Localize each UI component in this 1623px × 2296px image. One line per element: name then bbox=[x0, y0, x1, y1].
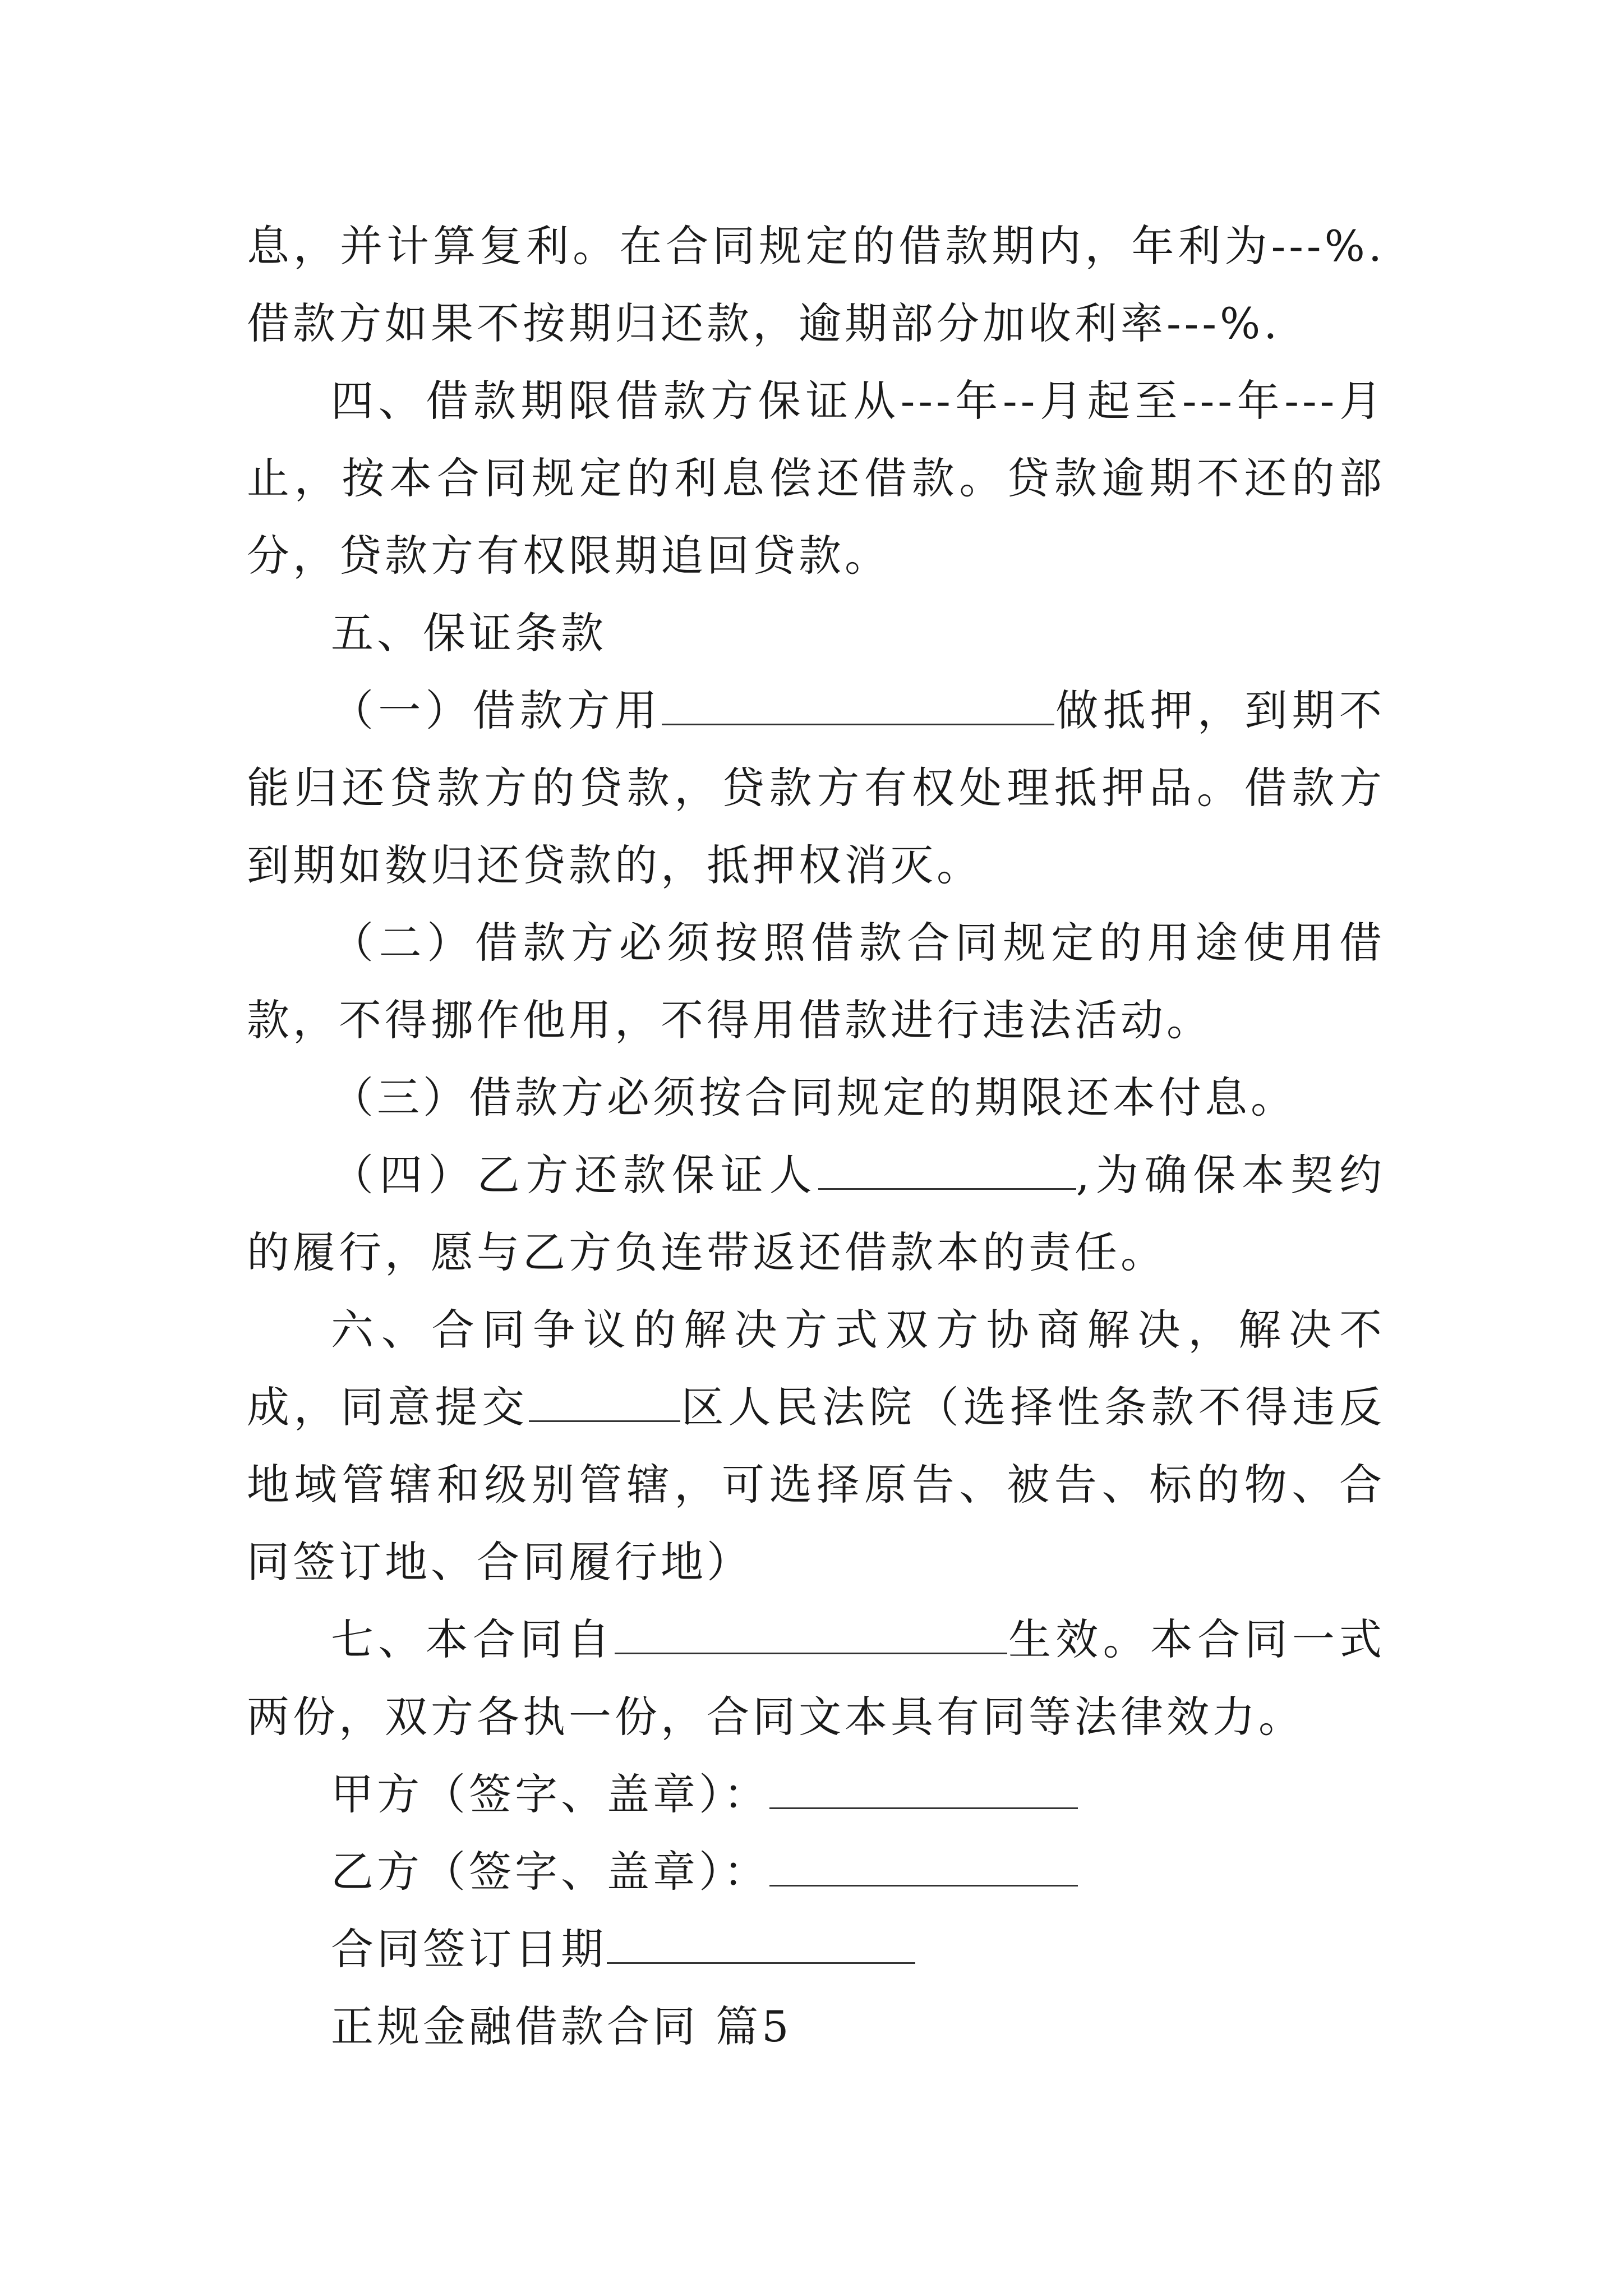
signature-party-b bbox=[247, 1833, 1385, 1911]
effective-date-blank[interactable] bbox=[615, 1612, 1007, 1654]
paragraph-dispute-text-a: 六、合同争议的解决方式双方协商解决，解决不成，同意提交 bbox=[247, 1305, 1385, 1432]
paragraph-term-text: 四、借款期限借款方保证从---年--月起至---年---月止，按本合同规定的利息偿还借款。贷款逾期不还的部分，贷款方有权限期追回贷款。 bbox=[247, 376, 1385, 581]
next-section-heading bbox=[247, 1988, 1385, 2065]
paragraph-interest-text: 息，并计算复利。在合同规定的借款期内，年利为---%.借款方如果不按期归还款，逾期部分加收利率---%. bbox=[247, 221, 1385, 348]
mortgage-item-blank[interactable] bbox=[662, 683, 1054, 725]
paragraph-mortgage-text-b: 做抵押，到期不能归还贷款方的贷款，贷款方有权处理抵押品。借款方到期如数归还贷款的，抵押权消灭。 bbox=[247, 685, 1385, 890]
paragraph-effective-text-b: 生效。本合同一式两份，双方各执一份，合同文本具有同等法律效力。 bbox=[247, 1614, 1386, 1742]
paragraph-mortgage bbox=[247, 672, 1385, 904]
sign-date-blank[interactable] bbox=[607, 1922, 915, 1964]
paragraph-effective bbox=[247, 1601, 1385, 1756]
paragraph-guarantor-text-b: ,为确保本契约的履行，愿与乙方负连带返还借款本的责任。 bbox=[247, 1150, 1385, 1277]
paragraph-interest bbox=[247, 208, 1385, 362]
sign-date-label: 合同签订日期 bbox=[331, 1924, 607, 1974]
signature-party-b-label: 乙方（签字、盖章）： bbox=[331, 1847, 769, 1897]
signature-party-b-blank[interactable] bbox=[769, 1844, 1078, 1887]
paragraph-usage bbox=[247, 904, 1385, 1059]
signature-party-a-blank[interactable] bbox=[769, 1767, 1078, 1809]
guarantor-name-blank[interactable] bbox=[818, 1148, 1076, 1190]
signature-party-a bbox=[247, 1756, 1385, 1833]
paragraph-effective-text-a: 七、本合同自 bbox=[331, 1614, 615, 1664]
paragraph-repayment bbox=[247, 1059, 1385, 1137]
paragraph-dispute-text-b: 区人民法院（选择性条款不得违反地域管辖和级别管辖，可选择原告、被告、标的物、合同签订地、合同履行地） bbox=[247, 1382, 1386, 1587]
sign-date-row bbox=[247, 1911, 1385, 1988]
section-heading-guarantee bbox=[247, 595, 1385, 672]
court-district-blank[interactable] bbox=[529, 1380, 680, 1422]
paragraph-repayment-text: （三）借款方必须按合同规定的期限还本付息。 bbox=[331, 1073, 1297, 1122]
paragraph-usage-text: （二）借款方必须按照借款合同规定的用途使用借款，不得挪作他用，不得用借款进行违法活动。 bbox=[247, 918, 1385, 1045]
paragraph-mortgage-text-a: （一）借款方用 bbox=[331, 685, 662, 735]
paragraph-term bbox=[247, 362, 1385, 595]
next-section-heading-text: 正规金融借款合同 篇5 bbox=[331, 2001, 792, 2051]
document-page bbox=[247, 208, 1385, 2065]
paragraph-guarantor bbox=[247, 1137, 1385, 1291]
signature-party-a-label: 甲方（签字、盖章）： bbox=[331, 1769, 769, 1819]
paragraph-guarantor-text-a: （四）乙方还款保证人 bbox=[331, 1150, 818, 1200]
section-heading-guarantee-text: 五、保证条款 bbox=[331, 608, 607, 658]
paragraph-dispute bbox=[247, 1291, 1385, 1601]
